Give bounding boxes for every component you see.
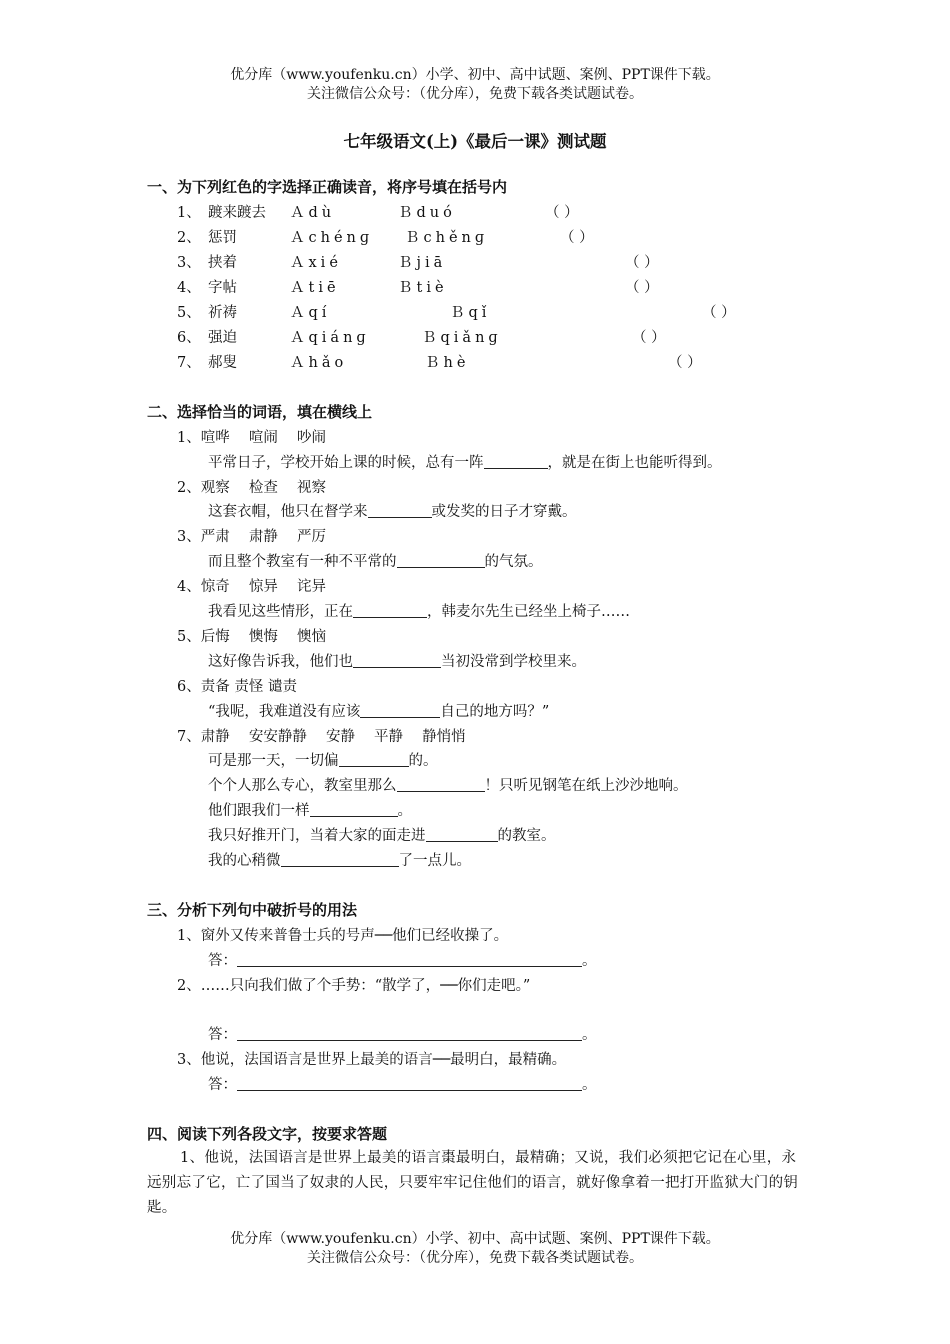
q6-post: 自己的地方吗？” (440, 704, 550, 720)
answer-label: 答： (208, 1027, 237, 1043)
q7-4-pre: 我只好推开门，当着大家的面走进 (208, 828, 426, 844)
q1-post: ，就是在街上也能听得到。 (547, 455, 722, 471)
q7-3-post: 。 (397, 803, 412, 819)
q7-line-5 (208, 849, 471, 870)
section-1-heading: 一、为下列红色的字选择正确读音，将序号填在括号内 (147, 178, 508, 196)
q5-blank (353, 653, 441, 668)
section-4-heading: 四、阅读下列各段文字，按要求答题 (147, 1125, 388, 1143)
item-number: 2、 (177, 230, 201, 246)
s3-q3-answer (208, 1073, 597, 1094)
option-b: Ｂchěnɡ (405, 230, 489, 246)
q2-blank (368, 503, 432, 518)
q2-post: 或发奖的日子才穿戴。 (431, 504, 577, 520)
answer-line (237, 952, 582, 967)
q3-pre: 而且整个教室有一种不平常的 (208, 554, 397, 570)
answer-parens: （ ） (632, 330, 666, 346)
q7-1-blank (339, 752, 409, 767)
answer-parens: （ ） (545, 205, 579, 221)
option-b: Ｂtiè (398, 280, 448, 296)
q3-options: 3、严肃 肃静 严厉 (177, 529, 326, 545)
item-number: 5、 (177, 305, 201, 321)
item-word: 踱来踱去 (208, 205, 266, 221)
q2-pre: 这套衣帽，他只在督学来 (208, 504, 368, 520)
option-b: Ｂhè (425, 355, 470, 371)
s3-q2: 2、……只向我们做了个手势：“散学了，──你们走吧。” (177, 978, 531, 994)
q6-blank (360, 703, 440, 718)
q7-2-blank (397, 777, 485, 792)
page-title: 七年级语文(上)《最后一课》测试题 (343, 132, 607, 151)
item-number: 6、 (177, 330, 201, 346)
answer-label: 答： (208, 953, 237, 969)
option-b: Ｂqiǎnɡ (422, 330, 502, 346)
item-number: 1、 (177, 205, 201, 221)
q6-sentence (208, 700, 549, 721)
q7-line-3 (208, 799, 412, 820)
q7-line-2 (208, 774, 688, 795)
option-a: Ａchénɡ (290, 230, 374, 246)
q7-1-pre: 可是那一天，一切偏 (208, 753, 339, 769)
q7-options: 7、肃静 安安静静 安静 平静 静悄悄 (177, 729, 466, 745)
option-a: Ａqí (290, 305, 331, 321)
q3-post: 的气氛。 (484, 554, 543, 570)
answer-parens: （ ） (625, 280, 659, 296)
q7-2-pre: 个个人那么专心，教室里那么 (208, 778, 397, 794)
answer-end: 。 (582, 953, 597, 969)
q3-blank (397, 553, 485, 568)
option-a: Ａxié (290, 255, 342, 271)
header-line-2: 关注微信公众号：（优分库），免费下载各类试题试卷。 (307, 86, 643, 102)
q5-sentence (208, 650, 586, 671)
option-a: Ａhǎo (290, 355, 348, 371)
s3-q1: 1、窗外又传来普鲁士兵的号声──他们已经收操了。 (177, 928, 509, 944)
q1-sentence (208, 451, 722, 472)
option-a: Ａqiánɡ (290, 330, 370, 346)
q7-4-post: 的教室。 (497, 828, 556, 844)
item-word: 郝叟 (208, 355, 237, 371)
answer-parens: （ ） (702, 305, 736, 321)
q7-3-blank (310, 802, 398, 817)
q6-pre: “我呢，我难道没有应该 (208, 704, 361, 720)
item-word: 字帖 (208, 280, 237, 296)
q7-5-pre: 我的心稍微 (208, 853, 281, 869)
section-2-heading: 二、选择恰当的词语，填在横线上 (147, 403, 373, 421)
answer-parens: （ ） (625, 255, 659, 271)
answer-label: 答： (208, 1077, 237, 1093)
s3-q2-answer (208, 1023, 597, 1044)
q2-sentence (208, 500, 577, 521)
option-b: Ｂduó (398, 205, 456, 221)
q1-blank (484, 454, 548, 469)
answer-end: 。 (582, 1077, 597, 1093)
option-b: Ｂjiā (398, 255, 447, 271)
item-word: 挟着 (208, 255, 237, 271)
q7-line-4 (208, 824, 556, 845)
section-3-heading: 三、分析下列句中破折号的用法 (147, 901, 358, 919)
q4-sentence (208, 600, 630, 621)
answer-parens: （ ） (560, 230, 594, 246)
q2-options: 2、观察 检查 视察 (177, 480, 326, 496)
q5-pre: 这好像告诉我，他们也 (208, 654, 353, 670)
q7-3-pre: 他们跟我们一样 (208, 803, 310, 819)
q3-sentence (208, 550, 543, 571)
footer-line-2: 关注微信公众号：（优分库），免费下载各类试题试卷。 (307, 1250, 643, 1266)
q4-post: ，韩麦尔先生已经坐上椅子…… (427, 604, 630, 620)
q4-blank (353, 603, 427, 618)
answer-line (237, 1076, 582, 1091)
q1-pre: 平常日子，学校开始上课的时候，总有一阵 (208, 455, 484, 471)
option-a: Ａdù (290, 205, 336, 221)
q7-1-post: 的。 (408, 753, 438, 769)
item-word: 强迫 (208, 330, 237, 346)
q7-4-blank (426, 827, 498, 842)
q5-post: 当初没常到学校里来。 (441, 654, 586, 670)
item-number: 7、 (177, 355, 201, 371)
q6-options: 6、责备 责怪 谴责 (177, 679, 297, 695)
footer-line-1: 优分库（www.youfenku.cn）小学、初中、高中试题、案例、PPT课件下载。 (230, 1231, 720, 1247)
q7-5-blank (281, 852, 399, 867)
s3-q3: 3、他说，法国语言是世界上最美的语言──最明白，最精确。 (177, 1052, 567, 1068)
q7-line-1 (208, 749, 438, 770)
header-line-1: 优分库（www.youfenku.cn）小学、初中、高中试题、案例、PPT课件下载。 (230, 67, 720, 83)
q7-2-post: ！只听见钢笔在纸上沙沙地响。 (484, 778, 688, 794)
answer-parens: （ ） (668, 355, 702, 371)
q7-5-post: 了一点儿。 (398, 853, 471, 869)
answer-end: 。 (582, 1027, 597, 1043)
q4-options: 4、惊奇 惊异 诧异 (177, 579, 326, 595)
s4-paragraph-1: 1、他说，法国语言是世界上最美的语言棗最明白，最精确；又说，我们必须把它记在心里，永远别忘了它，亡了国当了奴隶的人民，只要牢牢记住他们的语言，就好像拿着一把打开监狱大门的钥匙。 (147, 1150, 799, 1216)
q4-pre: 我看见这些情形，正在 (208, 604, 353, 620)
q5-options: 5、后悔 懊悔 懊恼 (177, 629, 326, 645)
q1-options: 1、喧哗 喧闹 吵闹 (177, 430, 326, 446)
option-b: Ｂqǐ (450, 305, 491, 321)
item-number: 4、 (177, 280, 201, 296)
option-a: Ａtiē (290, 280, 340, 296)
item-word: 惩罚 (208, 230, 237, 246)
s3-q1-answer (208, 949, 597, 970)
item-word: 祈祷 (208, 305, 237, 321)
answer-line (237, 1026, 582, 1041)
item-number: 3、 (177, 255, 201, 271)
